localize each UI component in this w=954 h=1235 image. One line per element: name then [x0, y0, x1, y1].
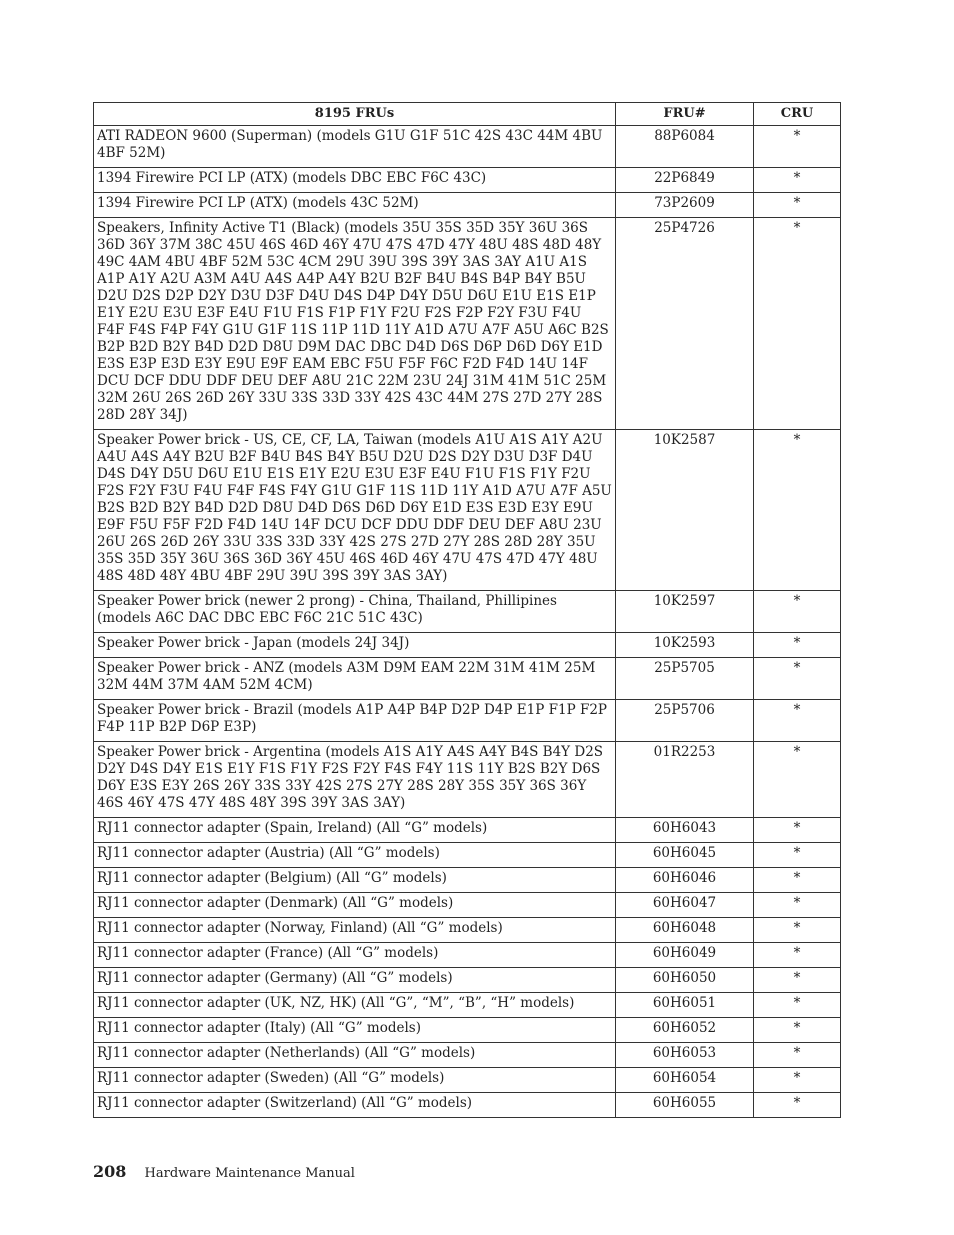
- table-row: [94, 742, 841, 818]
- row-cru-flag: *: [754, 168, 841, 193]
- table-row: [94, 1068, 841, 1093]
- table-row: [94, 168, 841, 193]
- row-description: RJ11 connector adapter (Austria) (All “G” models): [94, 843, 616, 868]
- table-row: [94, 700, 841, 742]
- row-description: Speakers, Infinity Active T1 (Black) (models 35U 35S 35D 35Y 36U 36S 36D 36Y 37M 38C 45U 46S 46D 46Y 47U 47S 47D 47Y 48U 48S 48D 48Y 49C 4AM 4BU 4BF 52M 53C 4CM 29U 39U 39S 39Y 3AS 3AY A1U A1S A1P A1Y A2U A3M A4U A4S A4P A4Y B2U B2F B4U B4S B4P B4Y B5U D2U D2S D2P D2Y D3U D3F D4U D4S D4P D4Y D5U D6U E1U E1S E1P E1Y E2U E3U E3F E4U F1U F1S F1P F1Y F2U F2S F2P F2Y F3U F4U F4F F4S F4P F4Y G1U G1F 11S 11P 11D 11Y A1D A7U A7F A5U A6C B2S B2P B2D B2Y B4D D2D D8U D9M DAC DBC D4D D6S D6P D6D D6Y E1D E3S E3P E3D E3Y E9U E9F EAM EBC F5U F5F F6C F2D F4D 14U 14F DCU DCF DDU DDF DEU DEF A8U 21C 22M 23U 24J 31M 41M 51C 25M 32M 26U 26S 26D 26Y 33U 33S 33D 33Y 42S 43C 44M 27S 27D 27Y 28S 28D 28Y 34J): [94, 218, 616, 430]
- page-number: 208: [93, 1162, 127, 1181]
- row-cru-flag: *: [754, 1068, 841, 1093]
- row-cru-flag: *: [754, 633, 841, 658]
- row-description: RJ11 connector adapter (UK, NZ, HK) (All “G”, “M”, “B”, “H” models): [94, 993, 616, 1018]
- table-row: [94, 658, 841, 700]
- row-description: RJ11 connector adapter (Denmark) (All “G” models): [94, 893, 616, 918]
- row-cru-flag: *: [754, 818, 841, 843]
- row-description: RJ11 connector adapter (Italy) (All “G” models): [94, 1018, 616, 1043]
- table-row: [94, 968, 841, 993]
- table-row: [94, 918, 841, 943]
- table-row: [94, 591, 841, 633]
- table-row: [94, 193, 841, 218]
- row-fru-number: 60H6043: [616, 818, 754, 843]
- row-fru-number: 25P5706: [616, 700, 754, 742]
- row-cru-flag: *: [754, 893, 841, 918]
- row-cru-flag: *: [754, 968, 841, 993]
- row-cru-flag: *: [754, 943, 841, 968]
- row-cru-flag: *: [754, 742, 841, 818]
- row-fru-number: 60H6050: [616, 968, 754, 993]
- row-description: Speaker Power brick (newer 2 prong) - China, Thailand, Phillipines (models A6C DAC DBC EBC F6C 21C 51C 43C): [94, 591, 616, 633]
- row-description: 1394 Firewire PCI LP (ATX) (models DBC EBC F6C 43C): [94, 168, 616, 193]
- row-fru-number: 10K2593: [616, 633, 754, 658]
- row-description: RJ11 connector adapter (Sweden) (All “G” models): [94, 1068, 616, 1093]
- page-footer: [93, 1162, 355, 1181]
- row-description: RJ11 connector adapter (Netherlands) (All “G” models): [94, 1043, 616, 1068]
- table-row: [94, 868, 841, 893]
- row-description: Speaker Power brick - Brazil (models A1P A4P B4P D2P D4P E1P F1P F2P F4P 11P B2P D6P E3P): [94, 700, 616, 742]
- table-row: [94, 943, 841, 968]
- row-description: Speaker Power brick - US, CE, CF, LA, Taiwan (models A1U A1S A1Y A2U A4U A4S A4Y B2U B2F B4U B4S B4Y B5U D2U D2S D2Y D3U D3F D4U D4S D4Y D5U D6U E1U E1S E1Y E2U E3U E3F E4U F1U F1S F1Y F2U F2S F2Y F3U F4U F4F F4S F4Y G1U G1F 11S 11D 11Y A1D A7U A7F A5U B2S B2D B2Y B4D D2D D8U D4D D6S D6D D6Y E1D E3S E3D E3Y E9U E9F F5U F5F F2D F4D 14U 14F DCU DCF DDU DDF DEU DEF A8U 23U 26U 26S 26D 26Y 33U 33S 33D 33Y 42S 27S 27D 27Y 28S 28D 28Y 35U 35S 35D 35Y 36U 36S 36D 36Y 45U 46S 46D 46Y 47U 47S 47D 47Y 48U 48S 48D 48Y 4BU 4BF 29U 39U 39S 39Y 3AS 3AY): [94, 430, 616, 591]
- row-fru-number: 60H6055: [616, 1093, 754, 1118]
- table-row: [94, 1018, 841, 1043]
- row-fru-number: 25P5705: [616, 658, 754, 700]
- table-row: [94, 430, 841, 591]
- row-fru-number: 60H6051: [616, 993, 754, 1018]
- row-cru-flag: *: [754, 1043, 841, 1068]
- row-fru-number: 25P4726: [616, 218, 754, 430]
- table-row: [94, 893, 841, 918]
- row-cru-flag: *: [754, 843, 841, 868]
- row-description: Speaker Power brick - ANZ (models A3M D9M EAM 22M 31M 41M 25M 32M 44M 37M 4AM 52M 4CM): [94, 658, 616, 700]
- row-cru-flag: *: [754, 918, 841, 943]
- row-description: RJ11 connector adapter (Belgium) (All “G” models): [94, 868, 616, 893]
- row-description: RJ11 connector adapter (Norway, Finland) (All “G” models): [94, 918, 616, 943]
- row-fru-number: 60H6054: [616, 1068, 754, 1093]
- row-cru-flag: *: [754, 993, 841, 1018]
- row-cru-flag: *: [754, 868, 841, 893]
- fru-table: [93, 102, 841, 1118]
- row-fru-number: 60H6049: [616, 943, 754, 968]
- row-fru-number: 10K2587: [616, 430, 754, 591]
- row-cru-flag: *: [754, 1018, 841, 1043]
- row-fru-number: 60H6047: [616, 893, 754, 918]
- table-row: [94, 993, 841, 1018]
- row-description: RJ11 connector adapter (Spain, Ireland) (All “G” models): [94, 818, 616, 843]
- row-description: Speaker Power brick - Argentina (models A1S A1Y A4S A4Y B4S B4Y D2S D2Y D4S D4Y E1S E1Y F1S F1Y F2S F2Y F4S F4Y 11S 11Y B2S B2Y D6S D6Y E3S E3Y 26S 26Y 33S 33Y 42S 27S 27Y 28S 28Y 35S 35Y 36S 36Y 46S 46Y 47S 47Y 48S 48Y 39S 39Y 3AS 3AY): [94, 742, 616, 818]
- header-description: 8195 FRUs: [94, 103, 616, 126]
- row-fru-number: 73P2609: [616, 193, 754, 218]
- row-fru-number: 60H6052: [616, 1018, 754, 1043]
- header-fru: FRU#: [616, 103, 754, 126]
- row-description: RJ11 connector adapter (France) (All “G” models): [94, 943, 616, 968]
- table-row: [94, 633, 841, 658]
- row-fru-number: 60H6048: [616, 918, 754, 943]
- row-fru-number: 60H6053: [616, 1043, 754, 1068]
- table-row: [94, 126, 841, 168]
- row-description: RJ11 connector adapter (Switzerland) (All “G” models): [94, 1093, 616, 1118]
- row-fru-number: 22P6849: [616, 168, 754, 193]
- table-row: [94, 218, 841, 430]
- row-description: ATI RADEON 9600 (Superman) (models G1U G1F 51C 42S 43C 44M 4BU 4BF 52M): [94, 126, 616, 168]
- manual-title: Hardware Maintenance Manual: [144, 1166, 355, 1181]
- table-row: [94, 1043, 841, 1068]
- row-cru-flag: *: [754, 700, 841, 742]
- table-header-row: [94, 103, 841, 126]
- row-description: 1394 Firewire PCI LP (ATX) (models 43C 52M): [94, 193, 616, 218]
- table-row: [94, 1093, 841, 1118]
- row-fru-number: 88P6084: [616, 126, 754, 168]
- table-row: [94, 818, 841, 843]
- row-cru-flag: *: [754, 430, 841, 591]
- row-fru-number: 01R2253: [616, 742, 754, 818]
- row-cru-flag: *: [754, 126, 841, 168]
- table-body: [94, 126, 841, 1118]
- table-row: [94, 843, 841, 868]
- row-fru-number: 60H6046: [616, 868, 754, 893]
- row-fru-number: 10K2597: [616, 591, 754, 633]
- row-cru-flag: *: [754, 658, 841, 700]
- row-cru-flag: *: [754, 591, 841, 633]
- row-cru-flag: *: [754, 218, 841, 430]
- row-cru-flag: *: [754, 193, 841, 218]
- header-cru: CRU: [754, 103, 841, 126]
- row-description: Speaker Power brick - Japan (models 24J 34J): [94, 633, 616, 658]
- row-cru-flag: *: [754, 1093, 841, 1118]
- row-fru-number: 60H6045: [616, 843, 754, 868]
- row-description: RJ11 connector adapter (Germany) (All “G” models): [94, 968, 616, 993]
